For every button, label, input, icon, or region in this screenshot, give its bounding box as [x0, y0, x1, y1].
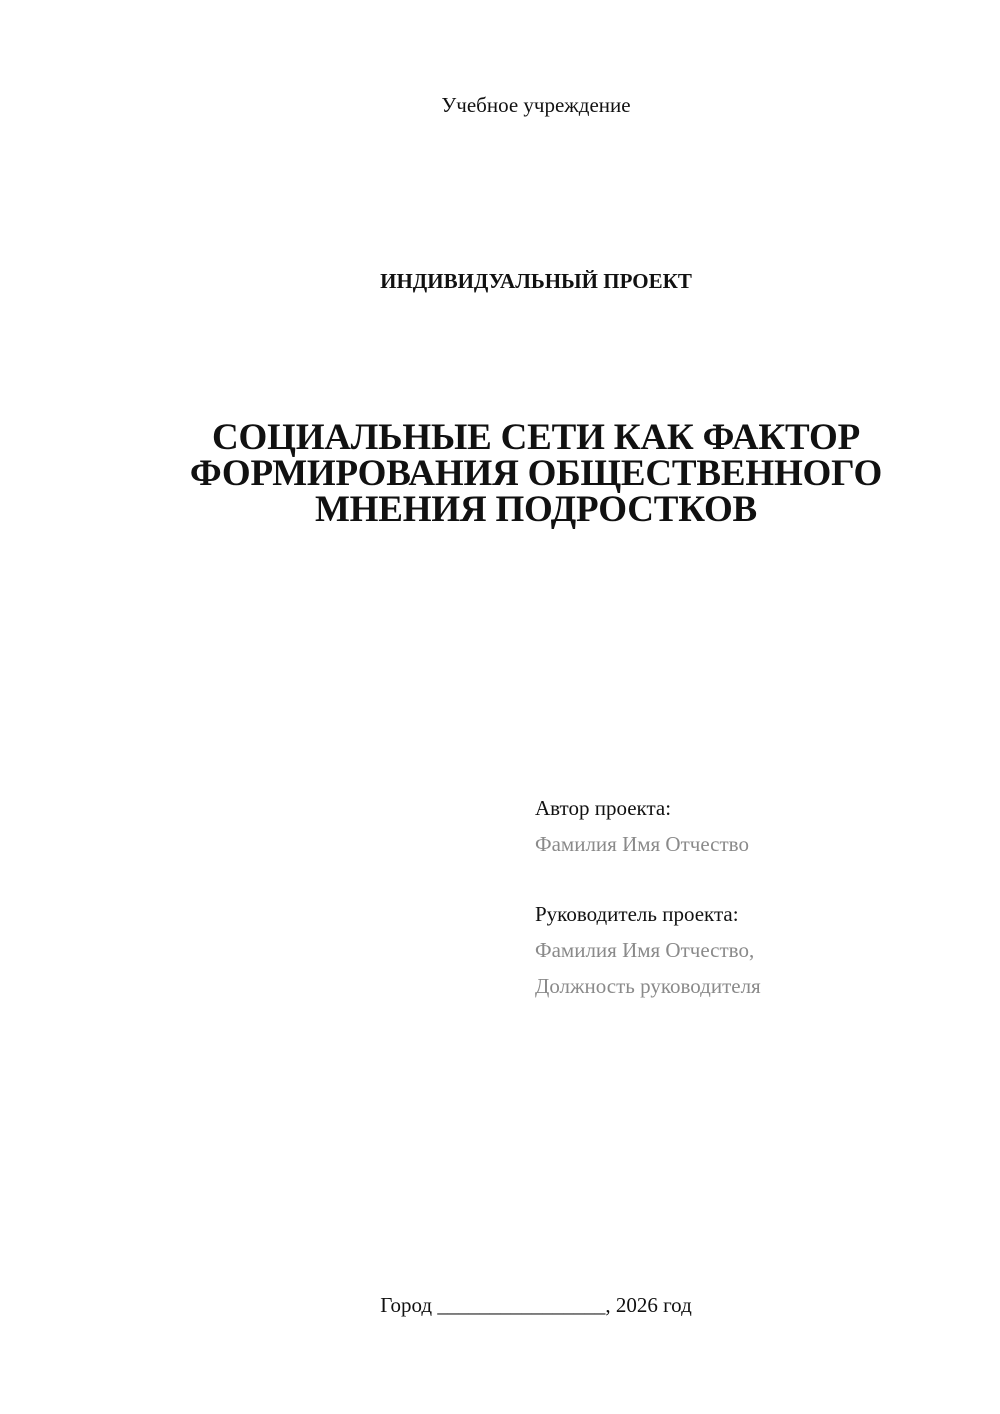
- project-title-line-3: МНЕНИЯ ПОДРОСТКОВ: [314, 489, 758, 530]
- credits-spacer: [535, 862, 975, 896]
- document-type: ИНДИВИДУАЛЬНЫЙ ПРОЕКТ: [380, 269, 692, 293]
- credits-block: [535, 790, 975, 1004]
- supervisor-label: Руководитель проекта:: [535, 902, 739, 926]
- author-name: Фамилия Имя Отчество: [535, 832, 749, 856]
- supervisor-position: Должность руководителя: [535, 974, 761, 998]
- project-title-line-1: СОЦИАЛЬНЫЕ СЕТИ КАК ФАКТОР: [212, 417, 860, 458]
- institution-name: Учебное учреждение: [441, 93, 631, 117]
- author-label: Автор проекта:: [535, 796, 672, 820]
- city-year-line: Город ________________, 2026 год: [380, 1293, 692, 1317]
- project-title: [0, 417, 1000, 530]
- project-title-line-2: ФОРМИРОВАНИЯ ОБЩЕСТВЕННОГО: [189, 453, 883, 494]
- supervisor-name: Фамилия Имя Отчество,: [535, 938, 755, 962]
